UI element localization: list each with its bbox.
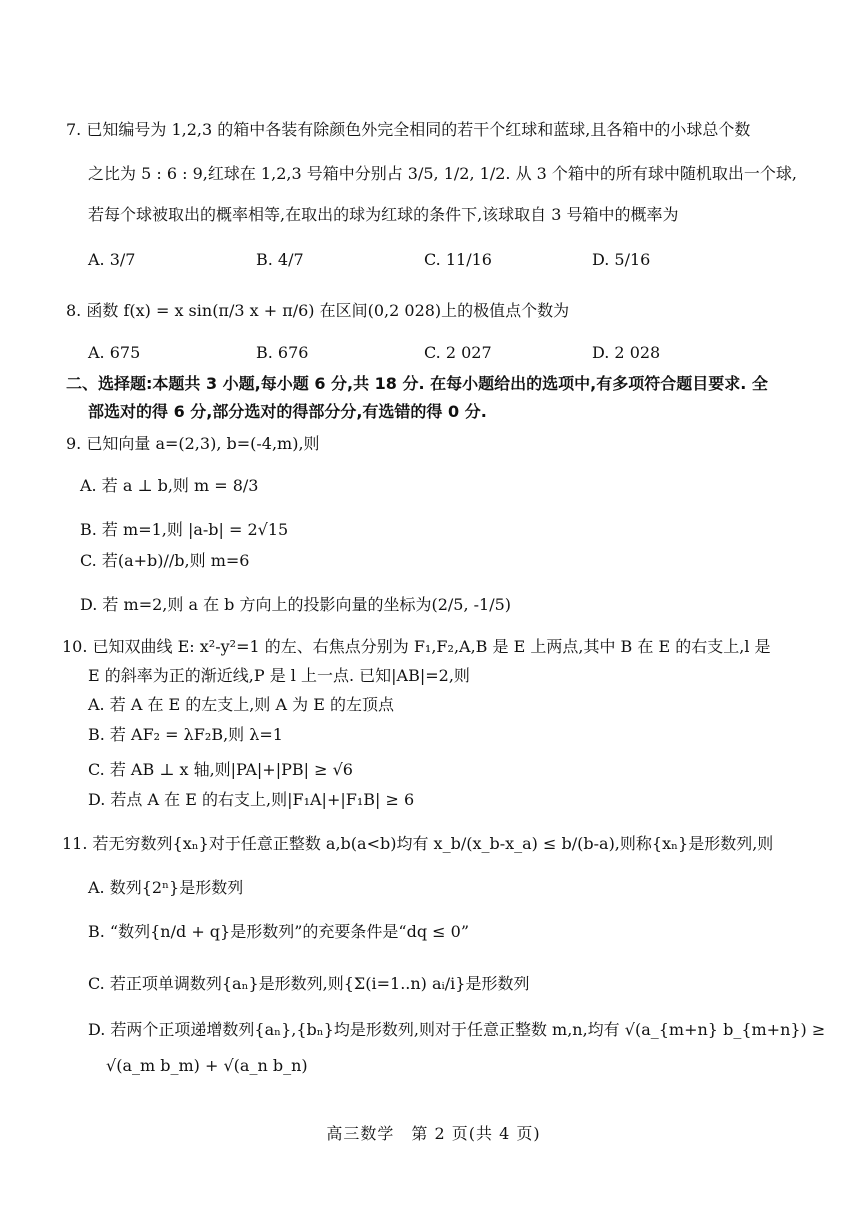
q9-option-a: A. 若 a ⊥ b,则 m = 8/3 <box>80 476 259 495</box>
q10-option-b: B. 若 AF₂ = λF₂B,则 λ=1 <box>88 725 283 744</box>
q7-line2: 之比为 5 : 6 : 9,红球在 1,2,3 号箱中分别占 3/5, 1/2, 1/2. 从 3 个箱中的所有球中随机取出一个球, <box>88 164 798 183</box>
q9-line1: 9. 已知向量 a=(2,3), b=(-4,m),则 <box>66 434 320 453</box>
q8-line1: 8. 函数 f(x) = x sin(π/3 x + π/6) 在区间(0,2 028)上的极值点个数为 <box>66 301 570 320</box>
page-footer: 高三数学 第 2 页(共 4 页) <box>326 1124 541 1143</box>
q7-line3: 若每个球被取出的概率相等,在取出的球为红球的条件下,该球取自 3 号箱中的概率为 <box>88 205 679 224</box>
q9-option-b: B. 若 m=1,则 |a-b| = 2√15 <box>80 520 289 539</box>
q9-option-d: D. 若 m=2,则 a 在 b 方向上的投影向量的坐标为(2/5, -1/5) <box>80 595 512 614</box>
q11-line1: 11. 若无穷数列{xₙ}对于任意正整数 a,b(a<b)均有 x_b/(x_b-x_a) ≤ b/(b-a),则称{xₙ}是形数列,则 <box>62 834 774 853</box>
q11-option-d-line1: D. 若两个正项递增数列{aₙ},{bₙ}均是形数列,则对于任意正整数 m,n,均有 √(a_{m+n} b_{m+n}) ≥ <box>88 1020 826 1039</box>
q11-option-d-line2: √(a_m b_m) + √(a_n b_n) <box>106 1056 308 1075</box>
q10-line2: E 的斜率为正的渐近线,P 是 l 上一点. 已知|AB|=2,则 <box>88 666 470 685</box>
q8-option-a: A. 675 <box>88 343 141 362</box>
q10-option-c: C. 若 AB ⊥ x 轴,则|PA|+|PB| ≥ √6 <box>88 760 353 779</box>
q10-option-d: D. 若点 A 在 E 的右支上,则|F₁A|+|F₁B| ≥ 6 <box>88 790 415 809</box>
q7-option-a: A. 3/7 <box>88 250 136 269</box>
q8-option-c: C. 2 027 <box>424 343 492 362</box>
q9-option-c: C. 若(a+b)//b,则 m=6 <box>80 551 250 570</box>
q11-option-a: A. 数列{2ⁿ}是形数列 <box>88 878 244 897</box>
q11-option-b: B. “数列{n/d + q}是形数列”的充要条件是“dq ≤ 0” <box>88 922 470 941</box>
q8-option-d: D. 2 028 <box>592 343 661 362</box>
q7-line1: 7. 已知编号为 1,2,3 的箱中各装有除颜色外完全相同的若干个红球和蓝球,且各箱中的小球总个数 <box>66 120 751 139</box>
q7-option-c: C. 11/16 <box>424 250 492 269</box>
q11-option-c: C. 若正项单调数列{aₙ}是形数列,则{Σ(i=1..n) aᵢ/i}是形数列 <box>88 974 530 993</box>
q8-option-b: B. 676 <box>256 343 309 362</box>
section-heading-line1: 二、选择题:本题共 3 小题,每小题 6 分,共 18 分. 在每小题给出的选项中,有多项符合题目要求. 全 <box>66 374 768 393</box>
section-heading-line2: 部选对的得 6 分,部分选对的得部分分,有选错的得 0 分. <box>88 402 487 421</box>
q7-option-d: D. 5/16 <box>592 250 651 269</box>
q7-option-b: B. 4/7 <box>256 250 304 269</box>
q10-line1: 10. 已知双曲线 E: x²-y²=1 的左、右焦点分别为 F₁,F₂,A,B 是 E 上两点,其中 B 在 E 的右支上,l 是 <box>62 637 771 656</box>
q10-option-a: A. 若 A 在 E 的左支上,则 A 为 E 的左顶点 <box>88 695 394 714</box>
